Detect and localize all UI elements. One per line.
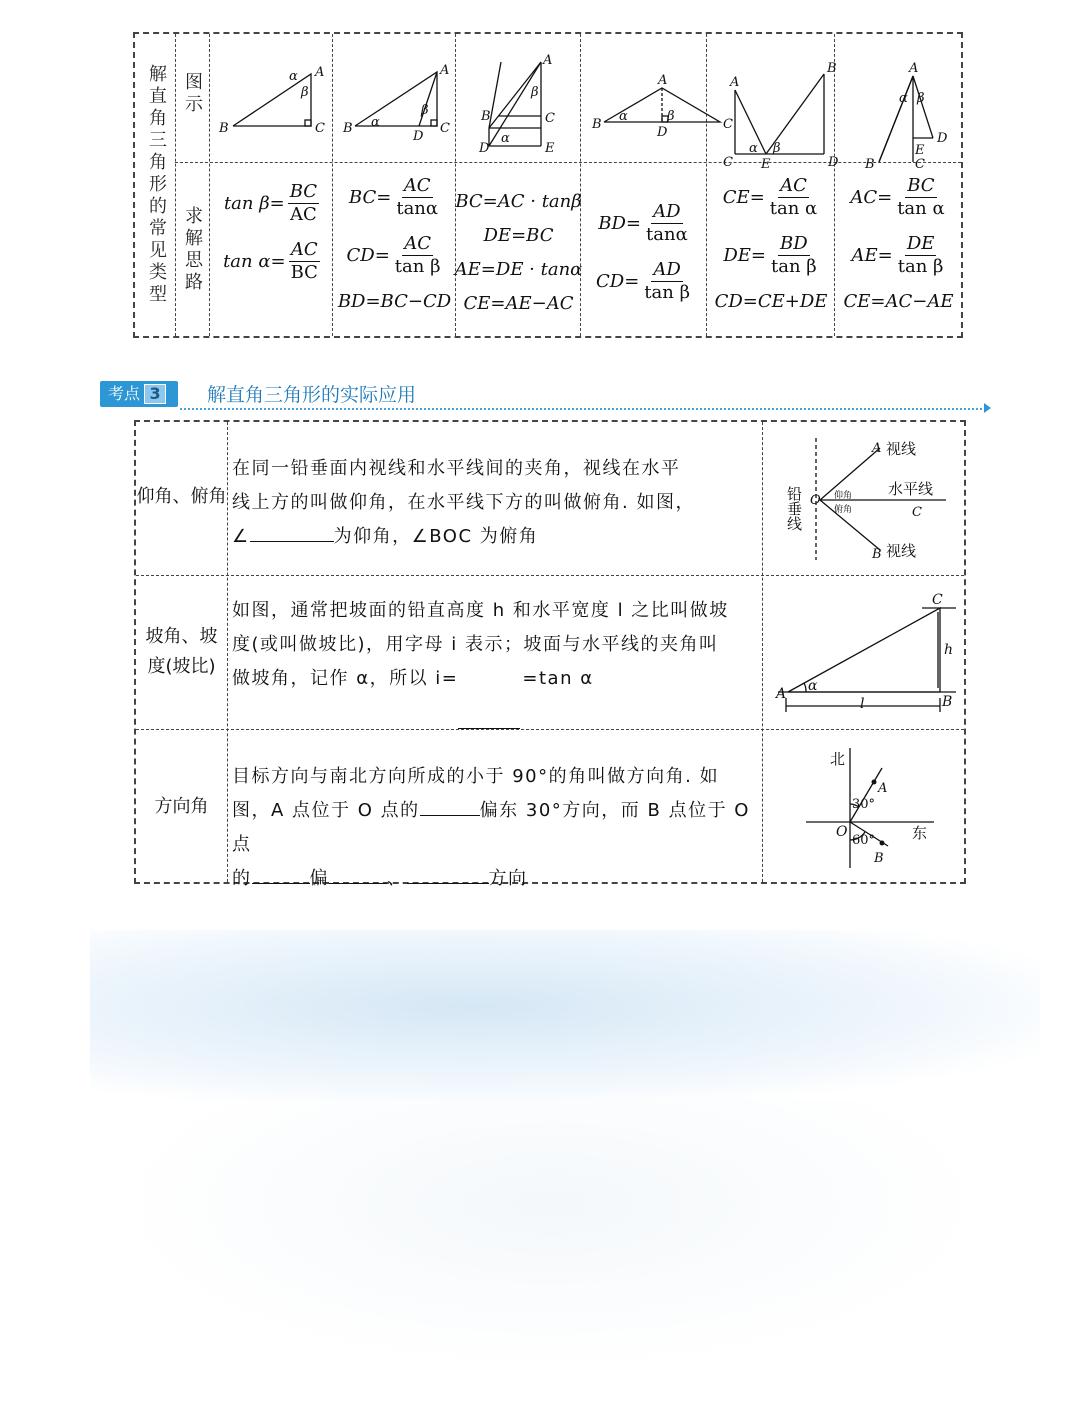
- method-cell-6: AC= $\frac{BC}{\text{tan α}}$ AE= $\frac{DE}{\text{tan β}}$ CE=AC−AE: [843, 174, 954, 312]
- label-sight-a: 视线: [886, 440, 917, 458]
- blank-bearing-a[interactable]: [420, 795, 480, 816]
- elevation-figure: [766, 426, 962, 574]
- slope-label-alpha: α: [808, 678, 818, 694]
- blank-bearing-b1[interactable]: [252, 863, 310, 884]
- section-title: 解直角三角形的实际应用: [207, 384, 417, 406]
- row-text-elevation: 在同一铅垂面内视线和水平线间的夹角，视线在水平 线上方的叫做仰角，在水平线下方的叫做俯角. 如图， ∠ 为仰角，∠BOC 为俯角: [232, 458, 695, 547]
- fig5-label-c: C: [723, 155, 733, 170]
- fig3-label-alpha: α: [501, 131, 510, 146]
- fig5-label-d: D: [828, 155, 839, 170]
- slope-label-l: l: [860, 696, 865, 712]
- common-types-table: [133, 32, 963, 338]
- fig5-label-a: A: [730, 75, 740, 90]
- type-figures: [211, 36, 961, 172]
- section-badge: 考点 3: [100, 381, 178, 407]
- fig2-label-a: A: [440, 63, 450, 78]
- fig6-label-b: B: [865, 157, 875, 172]
- row-label-figure: 图示: [182, 72, 203, 116]
- fig4-label-c: C: [723, 117, 733, 132]
- method-cell-2: BC= $\frac{AC}{\tan\alpha}$ CD= $\frac{AC}{\text{tan β}}$ BD=BC−CD: [337, 174, 452, 312]
- blank-slope-ratio[interactable]: [458, 708, 520, 729]
- blurred-region: [90, 930, 1040, 1100]
- blank-elevation-angle[interactable]: [250, 521, 334, 542]
- label-horizontal: 水平线: [888, 480, 934, 498]
- label-o: O: [810, 493, 821, 508]
- fig5-label-alpha: α: [749, 141, 758, 156]
- method-cell-1: tan β= $\frac{BC}{AC}$ tan α= $\frac{AC}{BC}$: [223, 180, 318, 283]
- applications-table: [134, 420, 966, 889]
- method-cell-3: BC=AC · tanβ DE=BC AE=DE · tanα CE=AE−AC: [454, 190, 583, 314]
- label-b: B: [872, 547, 882, 562]
- bearing-b: B: [874, 851, 884, 866]
- row-text-bearing: 目标方向与南北方向所成的小于 90°的角叫做方向角. 如 图，A 点位于 O 点的 偏东 30°方向，而 B 点位于 O 点 的 偏 、 方向: [232, 766, 750, 889]
- bearing-o: O: [836, 824, 848, 840]
- row-label-elevation: 仰角、俯角: [136, 486, 227, 507]
- label-a: A: [872, 441, 882, 456]
- label-elev-angle: 仰角: [834, 491, 853, 501]
- slope-label-b: B: [942, 694, 953, 710]
- bearing-angle-60: 60°: [852, 833, 876, 848]
- fig5-label-e: E: [761, 157, 771, 172]
- fig2-label-b: B: [343, 121, 353, 136]
- fig1-label-a: A: [315, 65, 325, 80]
- fig4-label-alpha: α: [619, 109, 628, 124]
- fig4-label-b: B: [592, 117, 602, 132]
- slope-label-c: C: [932, 592, 943, 608]
- fig3-label-e: E: [545, 141, 555, 156]
- fig3-label-d: D: [479, 141, 490, 156]
- blurred-region-lower: [140, 1100, 960, 1360]
- fig1-label-b: B: [219, 121, 229, 136]
- fig2-label-d: D: [413, 129, 424, 144]
- fig1-label-alpha: α: [289, 69, 298, 84]
- row-label-slope: 坡角、坡 度(坡比): [145, 626, 218, 677]
- row-label-method: 求解思路: [182, 206, 203, 294]
- fig4-label-d: D: [657, 125, 668, 140]
- fig3-label-c: C: [545, 111, 555, 126]
- fig6-label-beta: β: [917, 91, 925, 106]
- method-cell-4: BD= $\frac{AD}{\tan\alpha}$ CD= $\frac{AD}{\text{tan β}}$: [596, 200, 690, 303]
- fig6-label-d: D: [937, 131, 948, 146]
- fig2-label-c: C: [440, 121, 450, 136]
- slope-figure: [766, 582, 962, 728]
- slope-label-a: A: [776, 686, 787, 702]
- bearing-a: A: [878, 781, 888, 796]
- fig5-label-beta: β: [773, 141, 781, 156]
- fig1-label-c: C: [315, 121, 325, 136]
- label-c: C: [912, 505, 922, 520]
- slope-label-h: h: [944, 642, 954, 658]
- bearing-angle-30: 30°: [852, 797, 876, 812]
- fig2-label-alpha: α: [371, 115, 380, 130]
- blank-bearing-b2[interactable]: [329, 863, 387, 884]
- fig6-label-c: C: [915, 157, 925, 172]
- fig4-label-a: A: [658, 73, 668, 88]
- section-divider: [180, 408, 986, 410]
- section-arrow-icon: [984, 403, 991, 413]
- fig4-label-beta: β: [667, 109, 675, 124]
- blank-bearing-b3[interactable]: [407, 863, 489, 884]
- label-depr-angle: 俯角: [834, 505, 853, 515]
- fig6-label-alpha: α: [899, 91, 908, 106]
- fig3-label-b: B: [481, 109, 491, 124]
- table-title: 解直角三角形的常见类型: [146, 64, 167, 306]
- fig6-label-e: E: [915, 143, 925, 158]
- bearing-north: 北: [830, 750, 846, 768]
- fig2-label-beta: β: [421, 103, 429, 118]
- fig1-label-beta: β: [301, 85, 309, 100]
- row-label-bearing: 方向角: [154, 796, 209, 817]
- fig3-label-a: A: [543, 53, 553, 68]
- bearing-figure: [766, 734, 962, 882]
- label-sight-b: 视线: [886, 542, 917, 560]
- bearing-east: 东: [912, 824, 928, 842]
- fig6-label-a: A: [909, 61, 919, 76]
- fig3-label-beta: β: [531, 85, 539, 100]
- label-vertical: 铅垂线: [785, 486, 803, 531]
- method-cell-5: CE= $\frac{AC}{\text{tan α}}$ DE= $\frac{BD}{\text{tan β}}$ CD=CE+DE: [714, 174, 828, 312]
- fig5-label-b: B: [827, 61, 837, 76]
- row-text-slope: 如图，通常把坡面的铅直高度 h 和水平宽度 l 之比叫做坡 度(或叫做坡比)，用字母 i 表示；坡面与水平线的夹角叫 做坡角，记作 α，所以 i= =tan α: [232, 594, 762, 696]
